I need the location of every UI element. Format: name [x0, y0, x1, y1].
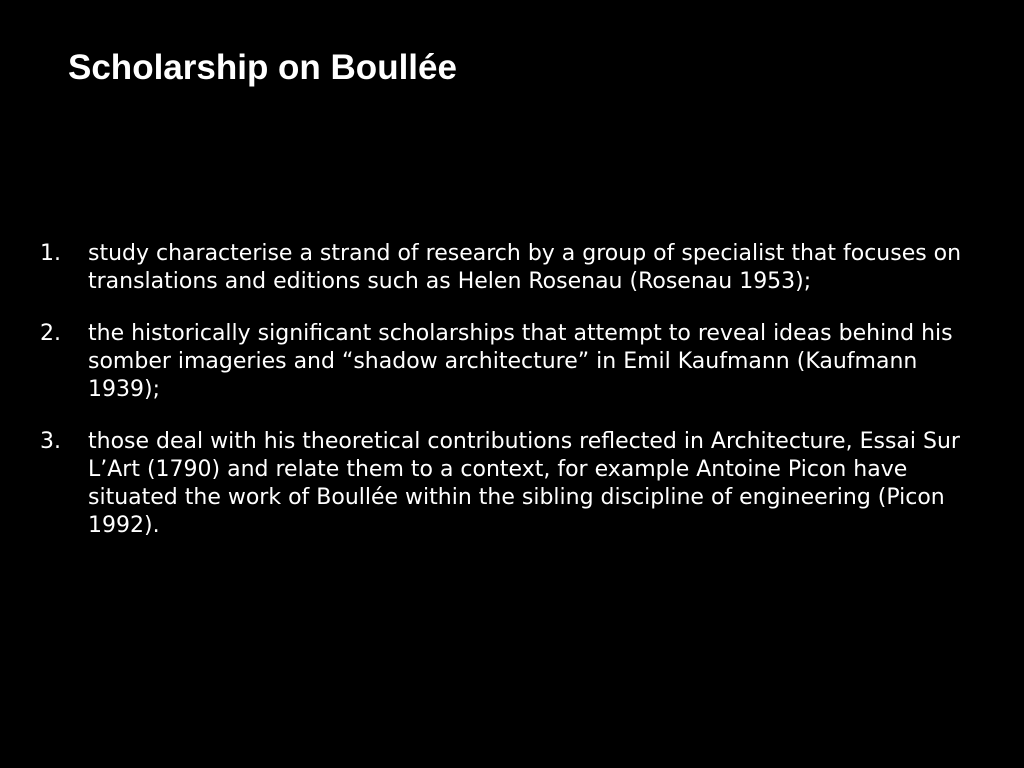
list-item-number: 1.	[40, 241, 61, 266]
list-item-text: those deal with his theoretical contributions reflected in Architecture, Essai Sur L’Art (1790) and relate them to a context, for example Antoine Picon have situated the work of Boullée within the sibling discipline of engineering (Picon 1992).	[88, 429, 960, 538]
list-item-text: study characterise a strand of research by a group of specialist that focuses on translations and editions such as Helen Rosenau (Rosenau 1953);	[88, 241, 962, 294]
list-item	[40, 240, 990, 296]
list-item-number: 2.	[40, 321, 61, 346]
numbered-list	[40, 240, 990, 564]
list-item	[40, 428, 990, 540]
slide-title: Scholarship on Boullée	[68, 48, 457, 87]
list-item-number: 3.	[40, 429, 61, 454]
list-item	[40, 320, 990, 404]
list-item-text: the historically significant scholarships that attempt to reveal ideas behind his somber imageries and “shadow architecture” in Emil Kaufmann (Kaufmann 1939);	[88, 321, 953, 402]
